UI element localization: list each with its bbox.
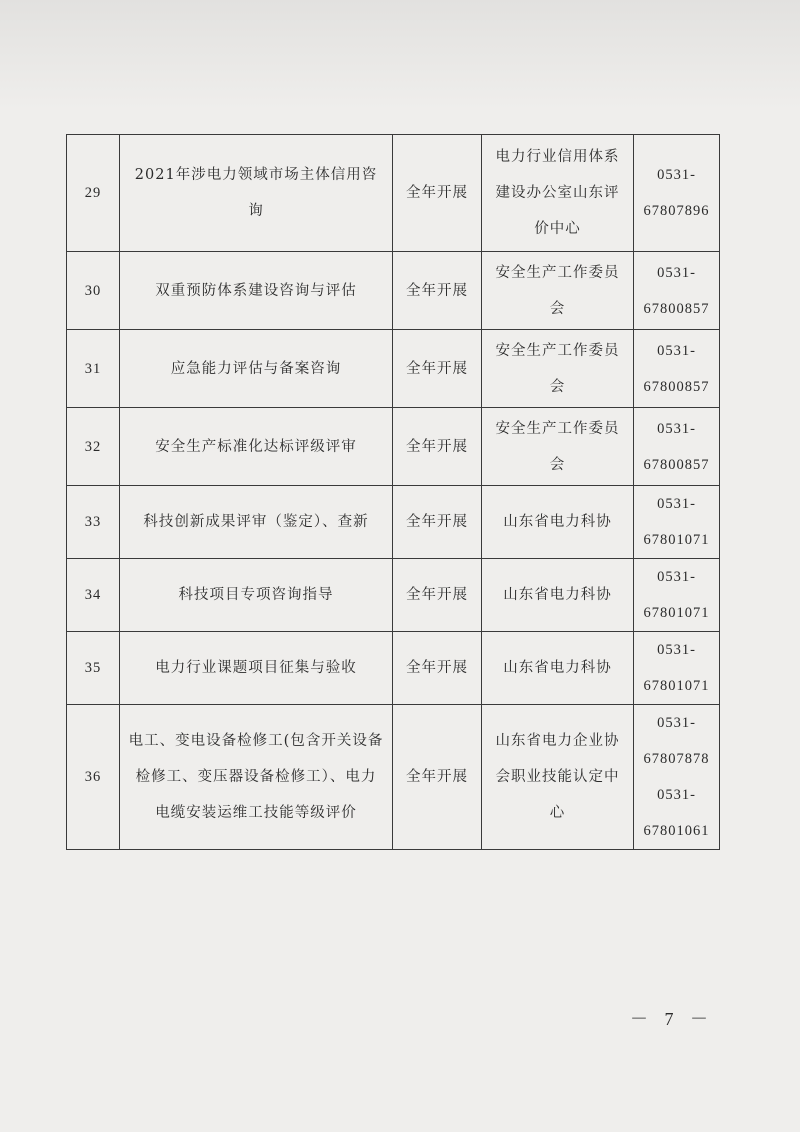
contact-phone bbox=[634, 408, 720, 486]
schedule: 全年开展 bbox=[393, 705, 482, 850]
table-row bbox=[67, 252, 720, 330]
service-item bbox=[120, 632, 393, 705]
phone-line: 0531-67801071 bbox=[643, 642, 710, 694]
department-line: 会 bbox=[549, 456, 566, 473]
department-line: 会职业技能认定中 bbox=[495, 769, 620, 785]
contact-phone bbox=[634, 330, 720, 408]
service-item-line: 双重预防体系建设咨询与评估 bbox=[155, 282, 357, 299]
service-table bbox=[66, 134, 720, 850]
department bbox=[482, 330, 634, 408]
row-number: 33 bbox=[67, 486, 120, 559]
phone-line: 0531-67801061 bbox=[643, 787, 710, 839]
service-item-line: 科技创新成果评审（鉴定）、查新 bbox=[143, 514, 369, 530]
phone-line: 0531-67801071 bbox=[643, 496, 710, 548]
row-number: 36 bbox=[67, 705, 120, 850]
department-line: 山东省电力科协 bbox=[503, 514, 612, 530]
contact-phone bbox=[634, 632, 720, 705]
phone-line: 0531-67807878 bbox=[643, 715, 710, 767]
service-item-line: 科技项目专项咨询指导 bbox=[178, 587, 334, 603]
department-line: 电力行业信用体系 bbox=[495, 149, 620, 165]
service-item bbox=[120, 486, 393, 559]
department bbox=[482, 486, 634, 559]
schedule: 全年开展 bbox=[393, 632, 482, 705]
row-number: 34 bbox=[67, 559, 120, 632]
contact-phone bbox=[634, 486, 720, 559]
schedule: 全年开展 bbox=[393, 252, 482, 330]
phone-line: 0531-67800857 bbox=[643, 342, 710, 395]
table-row bbox=[67, 135, 720, 252]
department-line: 山东省电力科协 bbox=[503, 660, 612, 676]
department-line: 安全生产工作委员 bbox=[495, 264, 620, 281]
department-line: 价中心 bbox=[534, 221, 581, 237]
row-number: 29 bbox=[67, 135, 120, 252]
schedule: 全年开展 bbox=[393, 559, 482, 632]
department-line: 建设办公室山东评 bbox=[495, 185, 620, 201]
row-number: 35 bbox=[67, 632, 120, 705]
schedule: 全年开展 bbox=[393, 135, 482, 252]
row-number: 32 bbox=[67, 408, 120, 486]
phone-line: 0531-67807896 bbox=[643, 167, 710, 219]
service-item-line: 电缆安装运维工技能等级评价 bbox=[155, 805, 357, 821]
table-row bbox=[67, 705, 720, 850]
service-item bbox=[120, 252, 393, 330]
service-item-line: 电力行业课题项目征集与验收 bbox=[155, 660, 357, 676]
department-line: 山东省电力科协 bbox=[503, 587, 612, 603]
scan-shadow bbox=[0, 0, 800, 110]
service-item-line: 安全生产标准化达标评级评审 bbox=[155, 438, 357, 455]
department-line: 心 bbox=[549, 805, 566, 821]
contact-phone bbox=[634, 135, 720, 252]
department-line: 山东省电力企业协 bbox=[495, 733, 620, 749]
contact-phone bbox=[634, 559, 720, 632]
table-row bbox=[67, 632, 720, 705]
department bbox=[482, 559, 634, 632]
service-item bbox=[120, 559, 393, 632]
service-item-line: 询 bbox=[248, 203, 264, 219]
schedule: 全年开展 bbox=[393, 408, 482, 486]
row-number: 30 bbox=[67, 252, 120, 330]
department-line: 安全生产工作委员 bbox=[495, 420, 620, 437]
service-item bbox=[120, 330, 393, 408]
service-item-line: 应急能力评估与备案咨询 bbox=[170, 360, 342, 377]
department-line: 安全生产工作委员 bbox=[495, 342, 620, 359]
service-item-line: 2021年涉电力领域市场主体信用咨 bbox=[134, 167, 378, 183]
contact-phone bbox=[634, 252, 720, 330]
row-number: 31 bbox=[67, 330, 120, 408]
phone-line: 0531-67800857 bbox=[643, 420, 710, 473]
department bbox=[482, 632, 634, 705]
service-item-line: 检修工、变压器设备检修工）、电力 bbox=[135, 769, 377, 785]
schedule: 全年开展 bbox=[393, 330, 482, 408]
department bbox=[482, 408, 634, 486]
table-row bbox=[67, 408, 720, 486]
phone-line: 0531-67801071 bbox=[643, 569, 710, 621]
service-item bbox=[120, 408, 393, 486]
table-row bbox=[67, 330, 720, 408]
contact-phone bbox=[634, 705, 720, 850]
department-line: 会 bbox=[549, 300, 566, 317]
table-row bbox=[67, 559, 720, 632]
service-item bbox=[120, 135, 393, 252]
service-item bbox=[120, 705, 393, 850]
department bbox=[482, 135, 634, 252]
page-number: － 7 － bbox=[630, 1009, 714, 1029]
department bbox=[482, 705, 634, 850]
table-row bbox=[67, 486, 720, 559]
department-line: 会 bbox=[549, 378, 566, 395]
schedule: 全年开展 bbox=[393, 486, 482, 559]
phone-line: 0531-67800857 bbox=[643, 264, 710, 317]
service-item-line: 电工、变电设备检修工(包含开关设备 bbox=[128, 733, 384, 749]
department bbox=[482, 252, 634, 330]
